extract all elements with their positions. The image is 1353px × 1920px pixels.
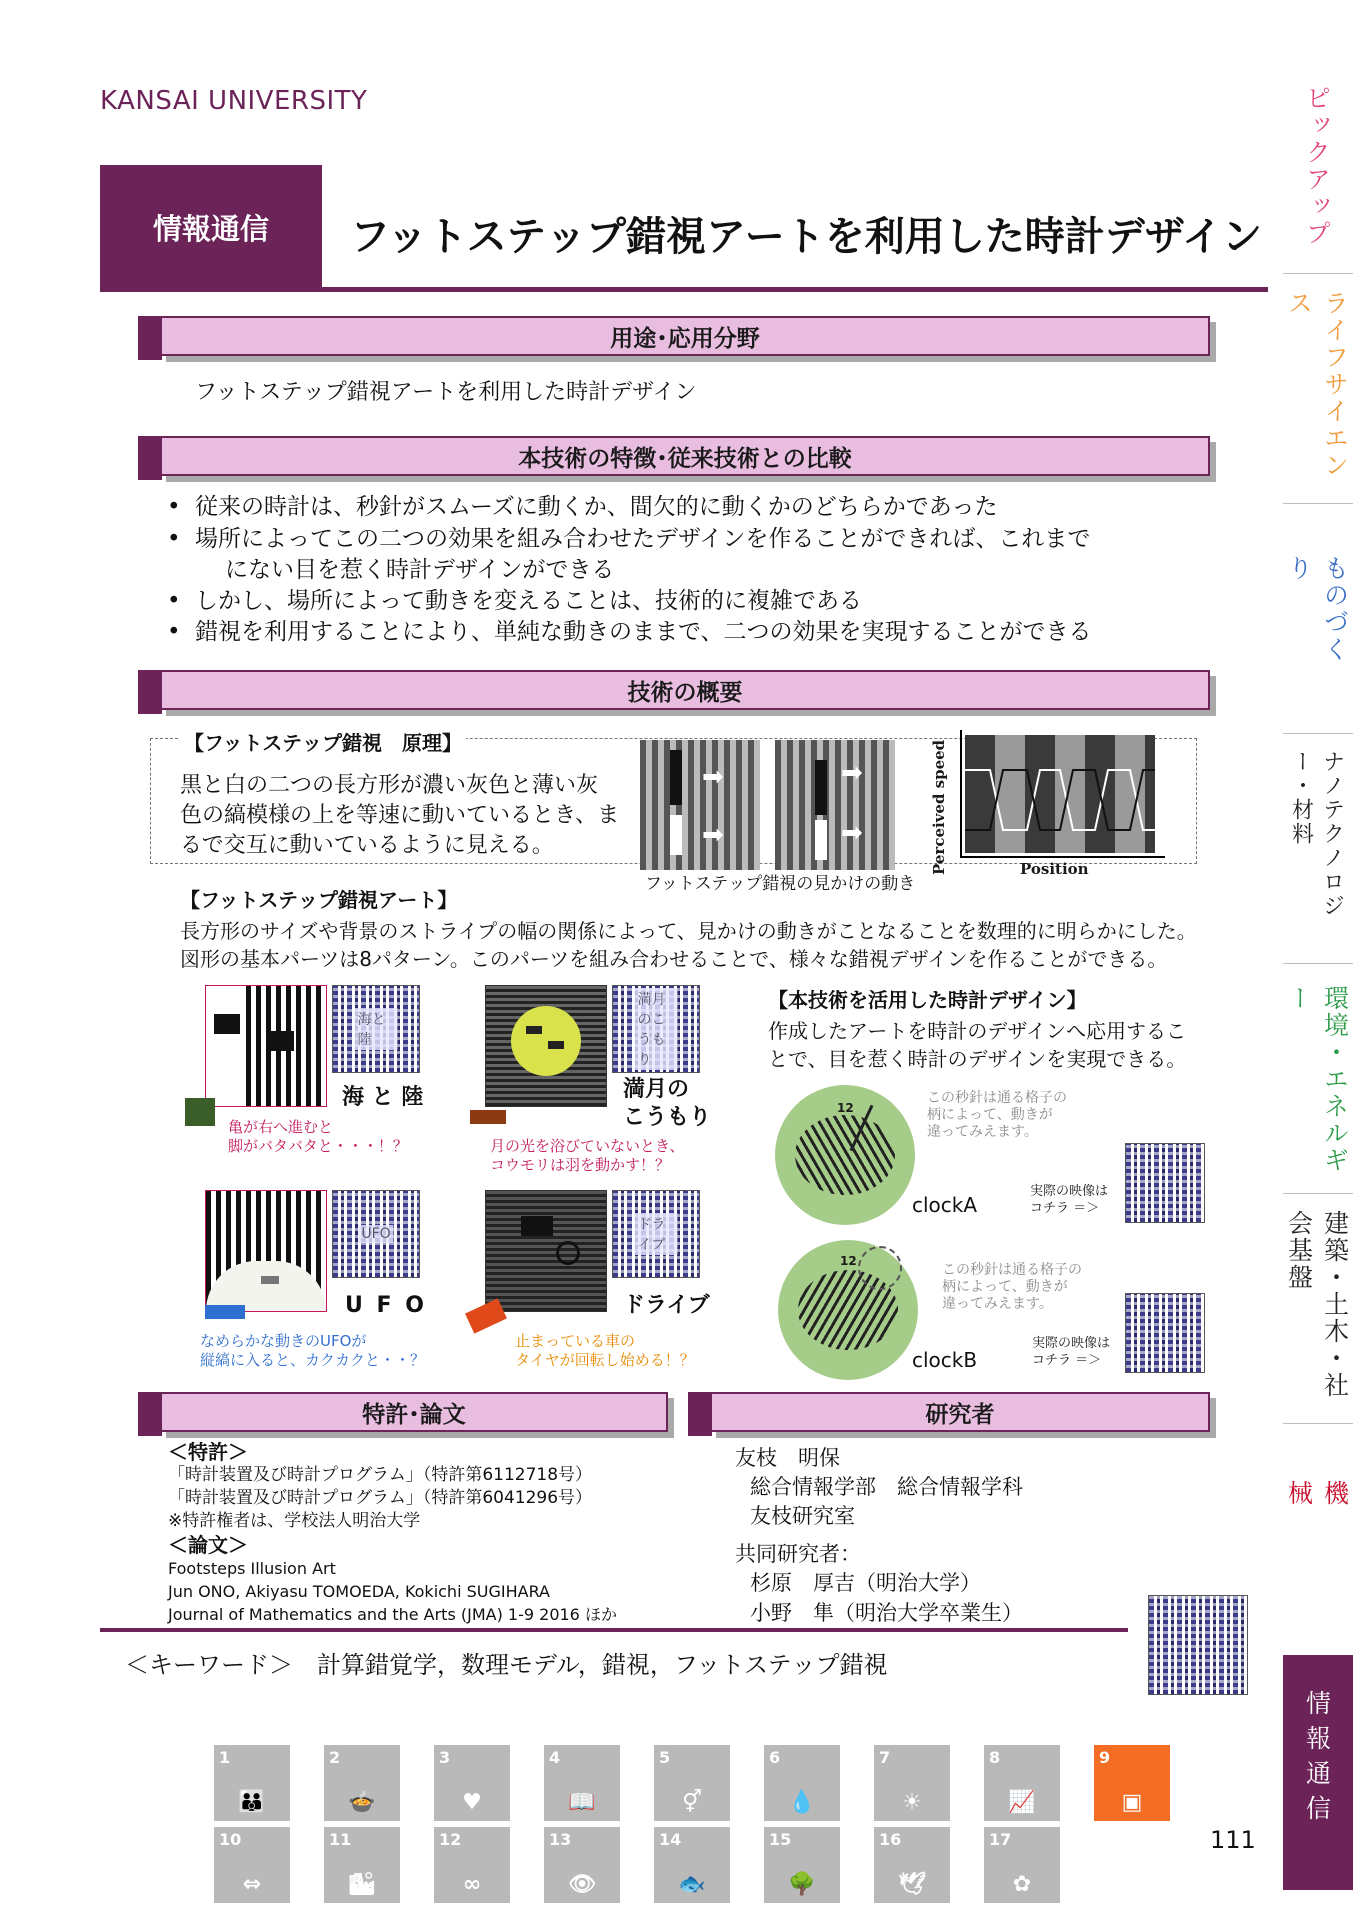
bat-icon [470, 1110, 506, 1124]
section-header-patents [138, 1392, 668, 1428]
section-title: 技術の概要 [160, 670, 1210, 710]
sdg-goal-icon: 🌳 [788, 1872, 816, 1897]
section-header-researcher [688, 1392, 1210, 1428]
clock-line: とで、目を惹く時計のデザインを実現できる。 [768, 1047, 1187, 1071]
feature-bullet: • 場所によってこの二つの効果を組み合わせたデザインを作ることができれば、これまで [195, 524, 1090, 555]
paper-label: ＜論文＞ [168, 1533, 248, 1557]
art-title: 【フットステップ錯視アート】 [180, 888, 458, 912]
sdg-goal-icon: 👪 [238, 1790, 266, 1815]
sdg-goal-icon: ♥ [462, 1790, 482, 1815]
sdg-goal-icon: 🏙 [348, 1872, 376, 1897]
example-name: 満月の [623, 1077, 690, 1102]
section-title: 用途･応用分野 [160, 316, 1210, 356]
sdg-goal-icon: 🐟 [678, 1872, 706, 1897]
page-number: 111 [1210, 1826, 1256, 1854]
feature-bullet-continued: にない目を惹く時計デザインができる [225, 557, 615, 583]
video-note: 実際の映像は コチラ ＝＞ [1032, 1336, 1111, 1368]
section-title: 本技術の特徴･従来技術との比較 [160, 436, 1210, 476]
sdg-goal-13: 13 👁 [544, 1827, 620, 1903]
paper-item: Jun ONO, Akiyasu TOMOEDA, Kokichi SUGIHARA [168, 1582, 550, 1601]
sdg-goal-icon: ⚥ [682, 1790, 702, 1815]
footer-divider [100, 1628, 1128, 1632]
sdg-goal-icon: ⇔ [242, 1872, 262, 1897]
highlight-circle [858, 1246, 902, 1290]
example-name: ドライブ [623, 1293, 710, 1318]
title-divider [100, 287, 1268, 292]
figure-caption: フットステップ錯視の見かけの動き [645, 874, 916, 894]
illusion-figure-1: ➡ ➡ [640, 740, 760, 870]
example-name: U F O [345, 1293, 427, 1318]
patent-item: 「時計装置及び時計プログラム」（特許第6112718号） [168, 1465, 593, 1485]
qr-code[interactable]: 海と陸 [332, 985, 420, 1073]
sdg-goal-12: 12 ∞ [434, 1827, 510, 1903]
sdg-goal-2: 2 🍲 [324, 1745, 400, 1821]
use-text: フットステップ錯視アートを利用した時計デザイン [195, 380, 697, 405]
sdg-goal-icon: ☀ [902, 1790, 922, 1815]
qr-code-clock-a[interactable] [1125, 1143, 1205, 1223]
university-name: KANSAI UNIVERSITY [100, 86, 368, 116]
perceived-speed-graph [930, 730, 1170, 880]
graph-plot [965, 735, 1155, 853]
sdg-goal-14: 14 🐟 [654, 1827, 730, 1903]
clock-label: clockA [912, 1193, 978, 1217]
patent-note: ※特許権者は、学校法人明治大学 [168, 1511, 421, 1531]
sdg-goal-15: 15 🌳 [764, 1827, 840, 1903]
sdg-goal-icon: 💧 [788, 1790, 816, 1815]
art-example-bats [485, 985, 607, 1107]
sdg-goal-3: 3 ♥ [434, 1745, 510, 1821]
category-badge: 情報通信 [100, 165, 322, 289]
patent-label: ＜特許＞ [168, 1440, 248, 1464]
side-tab-pickup[interactable]: ピックアップ [1302, 85, 1332, 247]
researcher-name: 友枝 明保 [735, 1446, 840, 1470]
section-title: 研究者 [710, 1392, 1210, 1432]
example-name-2: こうもり [623, 1105, 712, 1130]
sdg-goal-1: 1 👪 [214, 1745, 290, 1821]
sdg-goal-8: 8 📈 [984, 1745, 1060, 1821]
sdg-goal-4: 4 📖 [544, 1745, 620, 1821]
section-header-overview [138, 670, 1210, 706]
researcher-lab: 友枝研究室 [750, 1504, 855, 1528]
section-header-use [138, 316, 1210, 352]
side-tab-monozukuri[interactable]: ものづくり [1284, 555, 1350, 663]
side-tab-machinery[interactable]: 機 械 [1284, 1480, 1350, 1570]
keywords: ＜キーワード＞ 計算錯覚学，数理モデル，錯視，フットステップ錯視 [125, 1651, 888, 1679]
example-desc: タイヤが回転し始める！？ [515, 1351, 695, 1369]
example-desc: 縦縞に入ると、カクカクと・・？ [200, 1351, 426, 1369]
clock-line: 作成したアートを時計のデザインへ応用するこ [768, 1019, 1186, 1043]
art-line: 図形の基本パーツは8パターン。このパーツを組み合わせることで、様々な錯視デザインを作ることができる。 [180, 947, 1168, 971]
art-line: 長方形のサイズや背景のストライプの幅の関係によって、見かけの動きがことなることを数理的に明らかにした。 [180, 919, 1197, 943]
sdg-goal-17: 17 ✿ [984, 1827, 1060, 1903]
example-desc: 止まっている車の [515, 1332, 636, 1350]
side-tab-architecture[interactable]: 建築・土木・社会基盤 [1284, 1210, 1350, 1399]
ufo-icon [205, 1305, 245, 1319]
sdg-goal-icon: ✿ [1012, 1872, 1032, 1897]
illusion-figure-2: ➡ ➡ [775, 740, 895, 870]
sdg-goal-16: 16 🕊 [874, 1827, 950, 1903]
paper-item: Journal of Mathematics and the Arts (JMA) 1-9 2016 ほか [168, 1605, 617, 1624]
sdg-goal-icon: ▣ [1121, 1790, 1143, 1815]
clock-note: この秒針は通る格子の 柄によって、動きが 違ってみえます。 [942, 1262, 1082, 1312]
principle-title: 【フットステップ錯視 原理】 [180, 728, 466, 759]
side-tab-nanotech[interactable]: ナノテクノロジー・材料 [1288, 750, 1345, 918]
sdg-goal-icon: 🕊 [898, 1872, 926, 1897]
sdg-goal-icon: 📖 [568, 1790, 596, 1815]
qr-code[interactable]: UFO [332, 1190, 420, 1278]
feature-bullet: • 錯視を利用することにより、単純な動きのままで、二つの効果を実現することができる [195, 617, 1092, 648]
sdg-goal-11: 11 🏙 [324, 1827, 400, 1903]
co-researcher: 小野 隼（明治大学卒業生） [750, 1601, 1023, 1625]
co-researcher-label: 共同研究者： [735, 1542, 861, 1566]
page-title: フットステップ錯視アートを利用した時計デザイン [350, 214, 1262, 260]
qr-code-page[interactable] [1148, 1595, 1248, 1695]
section-header-features [138, 436, 1210, 472]
video-note: 実際の映像は コチラ ＝＞ [1030, 1184, 1109, 1216]
example-desc: 脚がバタバタと・・・！？ [228, 1137, 408, 1155]
example-name: 海 と 陸 [342, 1085, 424, 1110]
graph-x-axis [960, 856, 1165, 858]
side-tab-environment[interactable]: 環境・エネルギー [1284, 985, 1350, 1174]
principle-line: 黒と白の二つの長方形が濃い灰色と薄い灰 [180, 773, 599, 798]
clock-note: この秒針は通る格子の 柄によって、動きが 違ってみえます。 [927, 1090, 1067, 1140]
sdg-goal-10: 10 ⇔ [214, 1827, 290, 1903]
sdg-goal-icon: 📈 [1008, 1790, 1036, 1815]
side-tab-ict[interactable]: 情報通信 [1302, 1690, 1332, 1830]
graph-y-axis [960, 730, 962, 858]
art-example-sea-land [205, 985, 327, 1107]
art-example-drive [485, 1190, 607, 1312]
example-desc: なめらかな動きのUFOが [200, 1332, 367, 1350]
paper-item: Footsteps Illusion Art [168, 1559, 336, 1578]
qr-code[interactable]: ドライブ [612, 1190, 700, 1278]
clock-label: clockB [912, 1348, 978, 1372]
feature-bullet: • 従来の時計は、秒針がスムーズに動くか、間欠的に動くかのどちらかであった [195, 492, 997, 523]
sdg-goal-9: 9 ▣ [1094, 1745, 1170, 1821]
sdg-goal-7: 7 ☀ [874, 1745, 950, 1821]
feature-bullet: • しかし、場所によって動きを変えることは、技術的に複雑である [195, 586, 862, 617]
patent-item: 「時計装置及び時計プログラム」（特許第6041296号） [168, 1488, 593, 1508]
sdg-goal-icon: 🍲 [348, 1790, 376, 1815]
sdg-goal-6: 6 💧 [764, 1745, 840, 1821]
sdg-goal-5: 5 ⚥ [654, 1745, 730, 1821]
art-example-ufo [205, 1190, 327, 1312]
example-desc: 月の光を浴びていないとき、 [490, 1137, 685, 1155]
qr-code[interactable]: 満月のこうもり [612, 985, 700, 1073]
principle-line: るで交互に動いているように見える。 [180, 833, 554, 858]
turtle-icon [185, 1098, 215, 1126]
example-desc: 亀が右へ進むと [228, 1118, 334, 1136]
graph-x-label: Position [1020, 860, 1089, 878]
sdg-goal-icon: 👁 [568, 1872, 596, 1897]
side-tab-life-science[interactable]: ライフサイエンス [1284, 290, 1350, 479]
clock-b-face: 12 [778, 1240, 918, 1380]
graph-y-label: Perceived speed [930, 739, 948, 875]
section-title: 特許･論文 [160, 1392, 668, 1432]
clock-a-face: 12 [775, 1085, 915, 1225]
clock-title: 【本技術を活用した時計デザイン】 [768, 988, 1087, 1012]
qr-code-clock-b[interactable] [1125, 1293, 1205, 1373]
researcher-dept: 総合情報学部 総合情報学科 [750, 1475, 1023, 1499]
graph-lines [965, 735, 1155, 853]
co-researcher: 杉原 厚吉（明治大学） [750, 1571, 981, 1595]
sdg-goal-icon: ∞ [462, 1872, 482, 1897]
example-desc: コウモリは羽を動かす！？ [490, 1156, 671, 1174]
principle-line: 色の縞模様の上を等速に動いているとき、ま [180, 803, 620, 828]
